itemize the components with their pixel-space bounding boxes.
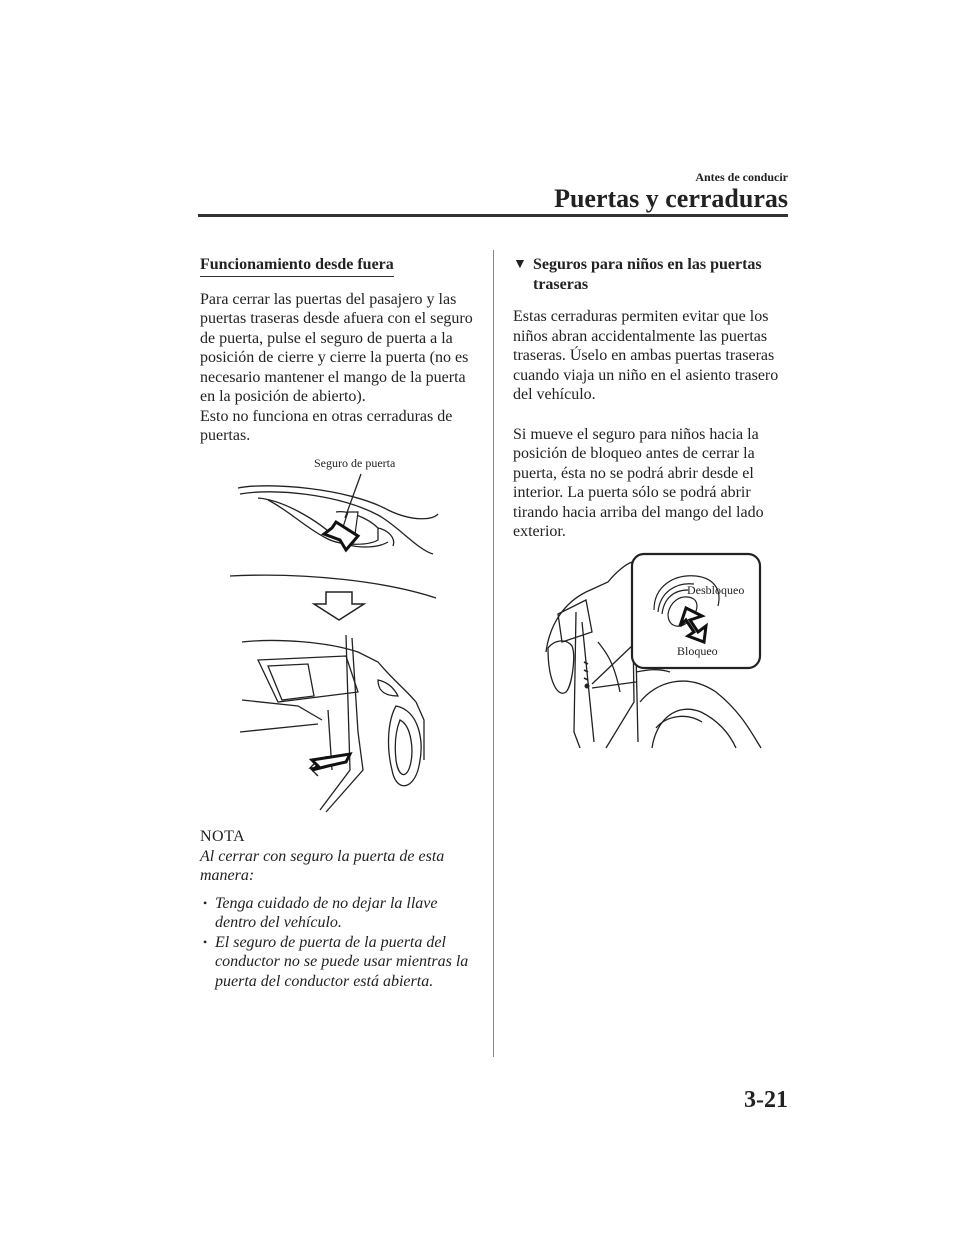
text-line: traseras [533,275,589,293]
column-divider [493,250,494,1057]
text-line: niños abran accidentalmente las puertas [513,327,768,345]
triangle-marker-icon: ▼ [513,257,527,272]
text-line: necesario mantener el mango de la puerta [200,368,466,386]
paragraph-child-lock-purpose [513,307,788,405]
left-column [200,255,475,446]
text-line: puerta del conductor está abierta. [215,972,434,990]
note-label: NOTA [200,828,246,845]
text-line: conductor no se puede usar mientras la [215,953,469,970]
text-line: traseras. Úselo en ambas puertas traseras [513,347,775,364]
figure-label-lock: Bloqueo [677,644,718,658]
paragraph-child-lock-usage [513,425,788,542]
text-line: Esto no funciona en otras cerraduras de [200,407,453,425]
text-line: Al cerrar con seguro la puerta de esta [200,847,445,865]
text-line: Estas cerraduras permiten evitar que los [513,308,769,325]
subheading-outside-operation: Funcionamiento desde fuera [200,255,394,277]
text-line: Si mueve el seguro para niños hacia la [513,425,759,443]
figure-label-door-lock: Seguro de puerta [314,456,396,470]
text-line: posición de cierre y cierre la puerta (no es [200,349,469,366]
text-line: manera: [200,867,255,884]
header-rule [198,214,788,217]
text-line: El seguro de puerta de la puerta del [215,933,446,951]
text-line: exterior. [513,523,566,540]
text-line: Tenga cuidado de no dejar la llave [215,894,438,912]
page-number: 3-21 [744,1087,788,1113]
paragraph-outside-operation [200,290,475,446]
note-text [200,847,475,886]
running-header-section: Antes de conducir [695,170,788,184]
note-bullet-item [200,894,475,933]
text-line: puerta, ésta no se podrá abrir desde el [513,464,754,482]
text-line: de puerta, pulse el seguro de puerta a la [200,329,453,347]
text-line: en la posición de abierto). [200,388,366,405]
note-block [200,827,475,991]
note-bullet-item [200,933,475,992]
right-column [513,255,788,542]
text-line: del vehículo. [513,386,596,403]
text-line: dentro del vehículo. [215,914,342,931]
text-line: posición de bloqueo antes de cerrar la [513,445,755,462]
note-bullet-list [200,894,475,992]
text-line: tirando hacia arriba del mango del lado [513,503,764,521]
running-header-title: Puertas y cerraduras [554,184,788,213]
door-lock-illustration [228,470,443,815]
section-heading-child-locks [513,255,788,294]
text-line: puertas traseras desde afuera con el seguro [200,310,473,327]
text-line: Para cerrar las puertas del pasajero y las [200,290,457,308]
text-line: cuando viaja un niño en el asiento trasero [513,366,779,384]
text-line: puertas. [200,427,251,444]
figure-label-unlock: Desbloqueo [687,583,745,597]
child-lock-illustration [536,552,766,752]
text-line: interior. La puerta sólo se podrá abrir [513,484,751,501]
text-line: Seguros para niños en las puertas [533,256,762,273]
